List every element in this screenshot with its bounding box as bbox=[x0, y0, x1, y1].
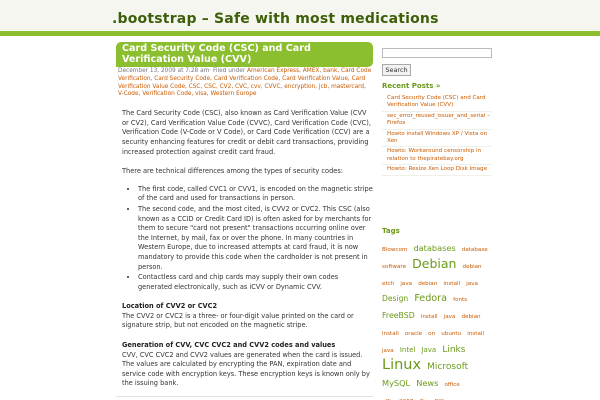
tag-link[interactable]: on bbox=[428, 330, 436, 337]
tag-link[interactable]: etch bbox=[382, 280, 395, 287]
tag-link[interactable]: Blowcom bbox=[382, 247, 408, 253]
tag-link[interactable]: Fedora bbox=[414, 293, 447, 305]
tag-link[interactable]: Debian bbox=[412, 255, 457, 271]
tag-link[interactable]: MySQL bbox=[382, 377, 411, 388]
tag-link[interactable]: database bbox=[461, 247, 488, 253]
recent-posts-heading: Recent Posts » bbox=[382, 82, 441, 90]
post-meta bbox=[116, 67, 373, 99]
post-tag-links[interactable]: American Express, AMEX, bank, Card Code Verification, Card Security Code, Card Verification Code, Card Verification Value, Card Verification Value Code, CSC, CSC, CV2, CVC, cvv, CVVC, encryption, jcb, mastercard, V-Code, Verification Code, visa, Western Europe bbox=[118, 68, 372, 98]
tag-link[interactable]: software bbox=[382, 263, 407, 270]
section-heading: Generation of CVV, CVC CVC2 and CVV2 codes and values bbox=[122, 341, 336, 350]
tag-link[interactable]: debian bbox=[461, 314, 481, 321]
sidebar bbox=[382, 42, 494, 400]
tag-link[interactable]: debian bbox=[418, 280, 438, 287]
post-paragraph: The Card Security Code (CSC), also known as Card Verification Value (CVV or CV2), Card Verification Value Code (CVVC), Card Verification Code (CVC), Verification Code (V-Code or V Code), or Card Code Verification (CCV) are a security enhancing features for credit or debit card transactions, providing increased protection against credit card fraud. bbox=[122, 109, 371, 156]
tag-link[interactable]: install bbox=[467, 330, 485, 337]
tag-link[interactable]: Links bbox=[442, 344, 466, 355]
list-item: • Contactless card and chip cards may supply their own codes generated electronically, such as iCVV or Dynamic CVV. bbox=[138, 273, 373, 292]
recent-post-link[interactable]: Howto install Windows XP / Vista on Xen bbox=[382, 130, 492, 148]
post bbox=[116, 42, 373, 400]
tag-link[interactable]: Intel bbox=[399, 345, 416, 354]
tag-link[interactable]: java bbox=[382, 347, 394, 354]
site-header bbox=[0, 0, 600, 36]
tag-link[interactable]: ubuntu bbox=[441, 330, 462, 337]
filed-under-label: · Filed under bbox=[209, 68, 248, 74]
recent-post-link[interactable]: sec_error_reused_issuer_and_serial – Firefox bbox=[382, 112, 492, 130]
post-date: December 13, 2009 at 7:28 am bbox=[118, 68, 210, 74]
recent-post-link[interactable]: Howto: Workaround censorship in relation to thepiratebay.org bbox=[382, 147, 492, 165]
post-footer bbox=[116, 396, 373, 400]
tags-heading: Tags bbox=[382, 227, 400, 235]
tag-link[interactable]: fonts bbox=[453, 297, 468, 304]
tag-link[interactable]: java bbox=[400, 280, 413, 287]
recent-posts-list bbox=[382, 94, 492, 176]
tag-link[interactable]: Linux bbox=[382, 356, 422, 373]
tag-link[interactable]: office bbox=[444, 381, 460, 388]
section-text: The CVV2 or CVC2 is a three- or four-digit value printed on the card or signature strip, but not encoded on the magnetic stripe. bbox=[122, 311, 354, 330]
tag-link[interactable]: install bbox=[443, 280, 461, 287]
tag-cloud bbox=[382, 238, 494, 400]
recent-post-link[interactable]: Card Security Code (CSC) and Card Verification Value (CVV) bbox=[382, 94, 492, 112]
tag-link[interactable]: java bbox=[466, 280, 478, 287]
post-body bbox=[116, 109, 373, 389]
tag-link[interactable]: FreeBSD bbox=[382, 311, 415, 321]
section-paragraph bbox=[122, 341, 373, 389]
main-column bbox=[116, 42, 373, 400]
section-text: CVV, CVC CVC2 and CVV2 values are generated when the card is issued. The values are calculated by encrypting the PAN, expiration date and service code with encryption keys. These encryption keys is known only by the issuing bank. bbox=[122, 350, 370, 388]
recent-post-link[interactable]: Howto: Resize Xen Loop Disk Image bbox=[382, 165, 492, 175]
tag-link[interactable]: debian bbox=[462, 263, 482, 270]
tag-link[interactable]: databases bbox=[413, 243, 456, 253]
tag-link[interactable]: install bbox=[420, 314, 438, 321]
tag-link[interactable]: Microsoft bbox=[427, 361, 469, 372]
section-heading: Location of CVV2 or CVC2 bbox=[122, 302, 218, 311]
tag-link[interactable]: java bbox=[443, 314, 456, 321]
search-button[interactable]: Search bbox=[382, 64, 411, 76]
post-paragraph: There are technical differences among the types of security codes: bbox=[122, 167, 343, 176]
post-title-bar bbox=[116, 42, 373, 67]
bullet-list bbox=[122, 185, 373, 293]
list-item: • The second code, and the most cited, is CVV2 or CVC2. This CSC (also known as a CCID or Credit Card ID) is often asked for by merchants for them to secure "card not present" transactions occurring online over the Internet, by mail, fax or over the phone. In many countries in Western Europe, due to increased attempts at card fraud, it is now mandatory to provide this code when the cardholder is not present in person. bbox=[138, 205, 373, 272]
tag-link[interactable]: News bbox=[416, 377, 439, 388]
section-paragraph bbox=[122, 302, 373, 331]
search-input[interactable] bbox=[382, 48, 492, 58]
tag-link[interactable]: install bbox=[382, 330, 399, 337]
tag-link[interactable]: oracle bbox=[404, 330, 423, 337]
post-title-link[interactable]: Card Security Code (CSC) and Card Verification Value (CVV) bbox=[122, 43, 311, 65]
tag-link[interactable]: Design bbox=[382, 294, 409, 304]
tag-link[interactable]: Java bbox=[421, 345, 437, 354]
site-title[interactable]: .bootstrap – Safe with most medications bbox=[112, 11, 439, 27]
list-item: • The first code, called CVC1 or CVV1, is encoded on the magnetic stripe of the card and used for transactions in person. bbox=[138, 185, 373, 204]
